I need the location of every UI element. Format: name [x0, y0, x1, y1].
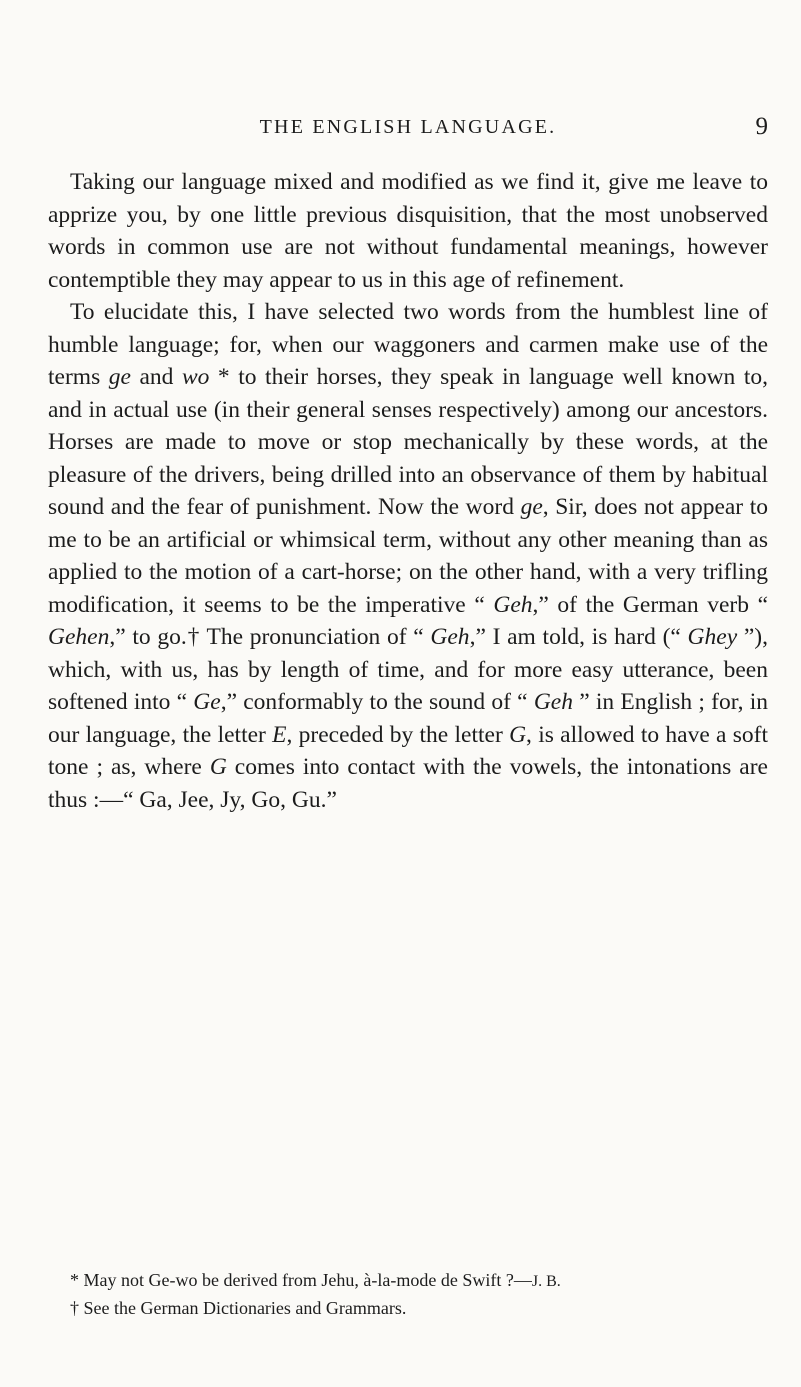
- italic-word: Geh: [533, 689, 573, 715]
- text-segment: comes into contact with the vowels, the intonations are thus :—“ Ga, Jee, Jy, Go, Gu.”: [48, 754, 768, 813]
- footnote-2: [48, 1295, 768, 1322]
- text-segment: , is allowed to have a soft tone ; as, where: [48, 721, 768, 780]
- italic-word: Ge: [193, 689, 221, 715]
- paragraph-2: [48, 296, 768, 816]
- italic-word: ge: [520, 494, 543, 520]
- footnotes: [48, 1267, 768, 1322]
- italic-letter: E: [272, 721, 287, 748]
- text-segment: To elucidate this, I have selected two words from the humblest line of humble language; for, when our waggoners and carmen make use of the terms: [48, 299, 768, 390]
- italic-word: Ghey: [687, 624, 738, 650]
- text-segment: ,” of the German verb “: [532, 591, 768, 618]
- text-segment: * to their horses, they speak in language well known to, and in actual use (in their general senses respectively) among our ancestors. Horses are made to move or stop mechanically by these words, at the pleasure of the drivers, being drilled into an observance of them by habitual sound and the fear of punishment. Now the word: [48, 364, 768, 520]
- running-head: [48, 112, 768, 142]
- text-segment: ,” I am told, is hard (“: [469, 624, 688, 650]
- running-title: THE ENGLISH LANGUAGE.: [259, 116, 557, 138]
- footnote-1-text: * May not Ge-wo be derived from Jehu, à-la-mode de Swift ?—: [70, 1270, 532, 1290]
- text-segment: ”), which, with us, has by length of time, and for more easy utterance, been softened into “: [48, 624, 768, 715]
- italic-word: Geh: [493, 591, 533, 618]
- italic-word: wo: [181, 364, 210, 390]
- text-segment: ,” to go.† The pronunciation of “: [109, 624, 431, 650]
- text-segment: ,” conformably to the sound of “: [220, 689, 534, 715]
- italic-word: ge: [108, 364, 131, 390]
- text-segment: ” in English ; for, in our language, the letter: [48, 689, 768, 748]
- italic-letter: G: [509, 721, 527, 748]
- page-number: 9: [755, 113, 768, 140]
- italic-letter: G: [209, 754, 227, 780]
- body-text: [48, 166, 768, 816]
- text-segment: , preceded by the letter: [286, 721, 510, 748]
- footnote-1-initials: J. B.: [531, 1273, 561, 1290]
- paragraph-1: [48, 166, 768, 296]
- text-segment: and: [130, 364, 182, 390]
- italic-word: Gehen: [48, 624, 110, 650]
- text-segment: , Sir, does not appear to me to be an artificial or whimsical term, without any other meaning than as applied to the motion of a cart-horse; on the other hand, with a very trifling modification, it seems to be the imperative “: [48, 494, 769, 618]
- italic-word: Geh: [430, 624, 470, 650]
- footnote-1: [48, 1267, 768, 1295]
- paragraph-1-text: Taking our language mixed and modified as we find it, give me leave to apprize you, by one little previous disquisition, that the most unobserved words in common use are not without fundamental meanings, however contemptible they may appear to us in this age of refinement.: [48, 169, 768, 293]
- footnote-2-text: † See the German Dictionaries and Grammars.: [70, 1298, 407, 1318]
